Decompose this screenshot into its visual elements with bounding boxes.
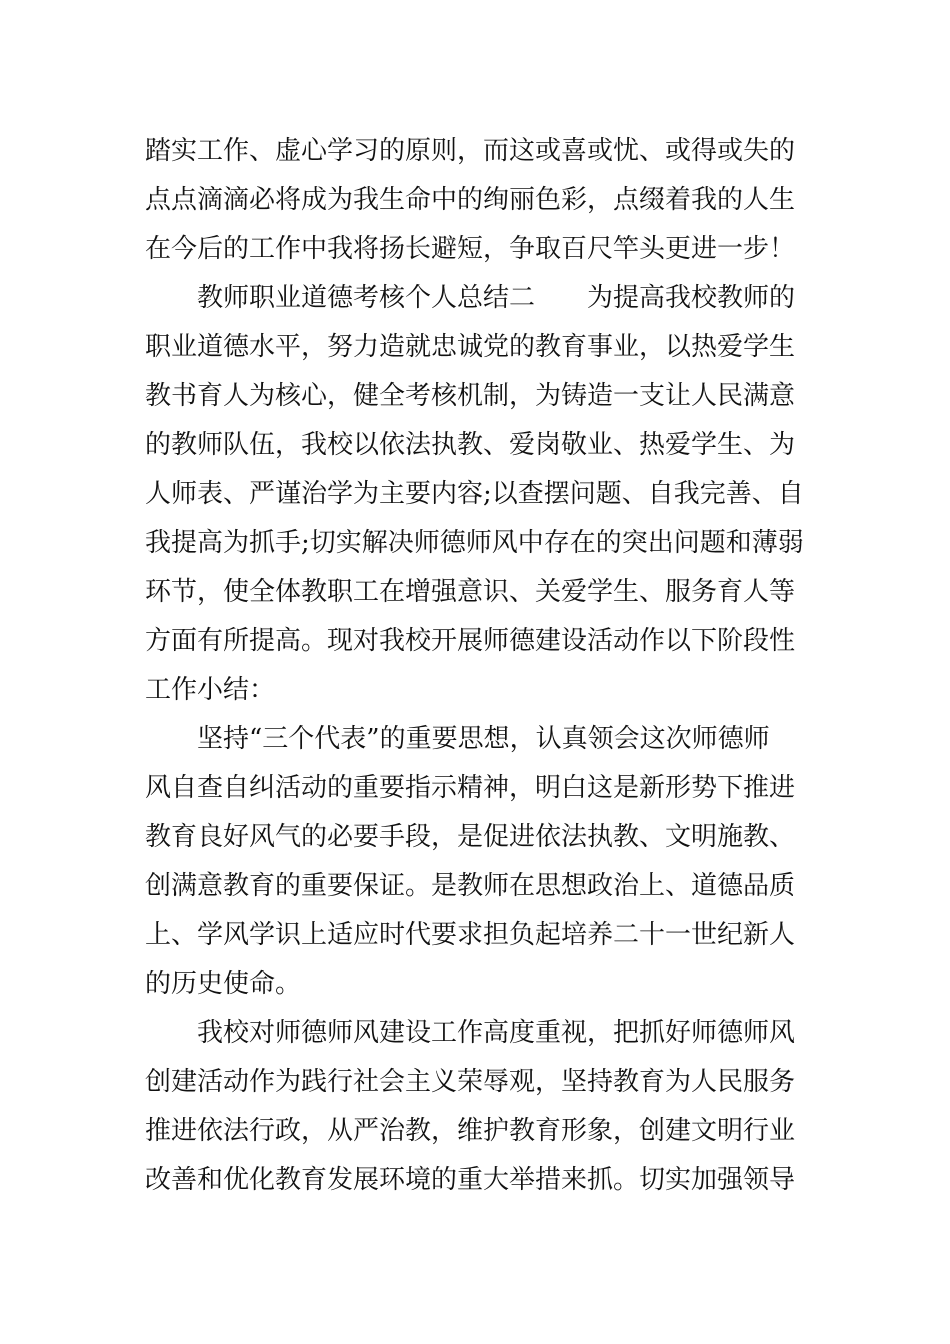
text-line: 风自查自纠活动的重要指示精神，明白这是新形势下推进: [145, 773, 796, 803]
text-line: 的历史使命。: [145, 969, 302, 999]
text-line: 工作小结：: [145, 675, 276, 705]
text-line: 教书育人为核心，健全考核机制，为铸造一支让人民满意: [145, 381, 796, 411]
text-line: 职业道德水平，努力造就忠诚党的教育事业，以热爱学生: [145, 332, 796, 362]
text-line: 创建活动作为践行社会主义荣辱观，坚持教育为人民服务: [145, 1067, 796, 1097]
text-line: 点点滴滴必将成为我生命中的绚丽色彩，点缀着我的人生: [145, 185, 796, 215]
document-body: [145, 127, 810, 1205]
text-line: 我提高为抓手;切实解决师德师风中存在的突出问题和薄弱: [145, 528, 804, 558]
text-line: 上、学风学识上适应时代要求担负起培养二十一世纪新人: [145, 920, 796, 950]
text-line: 在今后的工作中我将扬长避短，争取百尺竿头更进一步！: [145, 234, 796, 264]
section-heading-line: 教师职业道德考核个人总结二 为提高我校教师的: [197, 283, 796, 313]
paragraph-start-line: 坚持“三个代表”的重要思想，认真领会这次师德师: [197, 724, 770, 754]
paragraph-start-line: 我校对师德师风建设工作高度重视，把抓好师德师风: [197, 1018, 796, 1048]
text-line: 人师表、严谨治学为主要内容;以查摆问题、自我完善、自: [145, 479, 804, 509]
text-line: 创满意教育的重要保证。是教师在思想政治上、道德品质: [145, 871, 796, 901]
text-line: 方面有所提高。现对我校开展师德建设活动作以下阶段性: [145, 626, 796, 656]
text-line: 改善和优化教育发展环境的重大举措来抓。切实加强领导: [145, 1165, 796, 1195]
text-line: 的教师队伍，我校以依法执教、爱岗敬业、热爱学生、为: [145, 430, 796, 460]
text-line: 环节，使全体教职工在增强意识、关爱学生、服务育人等: [145, 577, 796, 607]
text-line: 踏实工作、虚心学习的原则，而这或喜或忧、或得或失的: [145, 136, 796, 166]
text-line: 教育良好风气的必要手段，是促进依法执教、文明施教、: [145, 822, 796, 852]
text-line: 推进依法行政，从严治教，维护教育形象，创建文明行业: [145, 1116, 796, 1146]
